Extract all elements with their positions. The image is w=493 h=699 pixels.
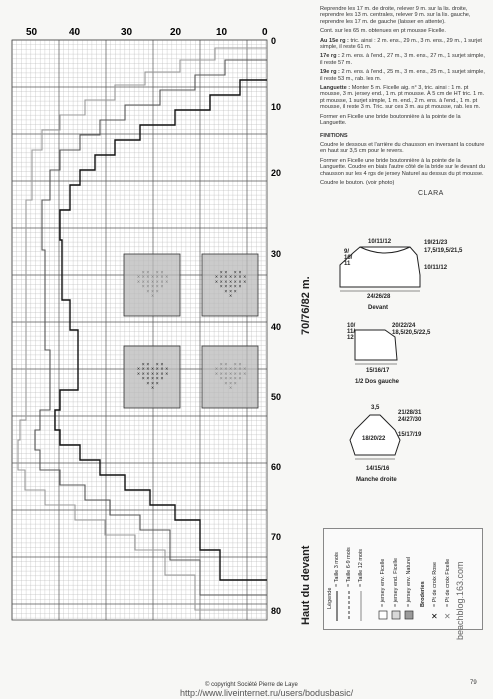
side-number: 20 — [271, 168, 282, 178]
cross-stitch: × — [224, 270, 228, 276]
manche-shape — [350, 415, 400, 455]
cross-stitch: × — [233, 380, 237, 387]
dos-left-measure: 10/ 11/ 12 — [347, 323, 356, 341]
cross-stitch: × — [215, 371, 218, 378]
cross-stitch: × — [151, 371, 155, 378]
cross-stitch: × — [160, 279, 164, 286]
cross-stitch: × — [238, 270, 242, 276]
dos-bottom-measure: 15/16/17 — [366, 368, 390, 374]
finishing-title: FINITIONS — [320, 132, 348, 139]
chart-vertical-title — [300, 25, 310, 625]
legend-item: = Pt de croix Rose — [432, 561, 438, 607]
schematic-diagrams — [325, 225, 485, 515]
instruction-para — [320, 38, 485, 51]
side-number: 30 — [271, 249, 282, 259]
cross-stitch: × — [238, 371, 242, 378]
legend-item: = Taille 3 mois — [334, 552, 340, 587]
instruction-para: Former en Ficelle une bride boutonnière à la pointe de la Languette. Coudre en biais l'autre côté de la bride sur le devant du chausson sur les 4 rgs de jersey Naturel au dessus du pt mousse. — [320, 157, 485, 177]
cross-stitch: × — [229, 380, 233, 387]
cross-stitch: × — [146, 371, 150, 378]
cross-stitch: × — [146, 362, 150, 368]
legend-item: = jersey env. Ficelle — [380, 558, 386, 607]
devant-right-measure-3: 10/11/12 — [424, 265, 448, 271]
cross-stitch: × — [229, 288, 233, 295]
chart-title: Haut du devant — [300, 545, 312, 625]
cross-stitch: × — [243, 279, 247, 286]
dos-label: 1/2 Dos gauche — [355, 379, 400, 385]
cross-stitch: × — [243, 371, 247, 378]
cross-stitch: × — [141, 366, 145, 373]
devant-right-measure-1: 19/21/23 — [424, 240, 448, 246]
side-number: 70 — [271, 532, 282, 542]
side-number: 0 — [271, 36, 277, 46]
cross-stitch: × — [219, 284, 223, 291]
cross-stitch: × — [233, 284, 237, 291]
cross-stitch: × — [155, 362, 159, 368]
cross-stitch: × — [229, 274, 233, 281]
row-label: Languette : — [320, 85, 351, 92]
legend-item: = Pt de croix Ficelle — [445, 558, 451, 607]
cross-stitch: × — [238, 274, 242, 281]
instruction-para — [320, 53, 485, 66]
cross-stitch: × — [219, 371, 223, 378]
cross-stitch: × — [233, 288, 237, 295]
side-number: 40 — [271, 322, 282, 332]
instruction-para: Coudre le dessous et l'arrière du chausson en inversant la couture en haut sur 3,5 cm pour le revers. — [320, 141, 485, 155]
row-text: tric. ainsi : 2 m. ens., 29 m., 3 m. ens., 29 m., 1 surjet simple, il reste 61 m. — [320, 37, 482, 51]
manche-label: Manche droite — [356, 477, 397, 483]
cross-stitch: × — [243, 366, 247, 373]
cross-stitch: × — [155, 284, 159, 291]
cross-stitch: × — [238, 279, 242, 286]
swatch-jersey-env-ficelle — [379, 611, 387, 619]
cross-stitch: × — [224, 288, 228, 295]
cross-stitch: × — [151, 380, 155, 387]
legend-item: = Taille 6-9 mois — [346, 547, 352, 587]
devant-left-measure: 9/ 10/ 11 — [344, 249, 353, 267]
cross-stitch: × — [137, 274, 140, 281]
cross-stitch: × — [146, 279, 150, 286]
cross-stitch: × — [160, 371, 164, 378]
cross-stitch: × — [224, 362, 228, 368]
instructions-text — [320, 6, 485, 189]
cross-stitch: × — [155, 371, 159, 378]
cross-stitch: × — [215, 366, 218, 373]
cross-stitch: × — [151, 274, 155, 281]
manche-top-measure: 3,5 — [371, 405, 380, 411]
site-watermark: beachblog.163.com — [455, 561, 465, 640]
legend-item: Broderies — [420, 581, 426, 607]
cross-stitch: × — [151, 284, 155, 291]
cross-stitch: × — [155, 366, 159, 373]
cross-stitch: × — [233, 279, 237, 286]
legend-item: = jersey end. Ficelle — [393, 557, 399, 607]
cross-stitch: × — [238, 376, 242, 383]
cross-stitch: × — [224, 376, 228, 383]
cross-stitch: × — [219, 274, 223, 281]
cross-stitch: × — [238, 362, 242, 368]
cross-stitch: × — [229, 279, 233, 286]
cross-stitch: × — [233, 274, 237, 281]
cross-stitch: × — [151, 366, 155, 373]
cross-stitch: × — [155, 288, 159, 295]
cross-stitch: × — [219, 362, 223, 368]
cross-stitch: × — [155, 274, 159, 281]
side-number: 60 — [271, 462, 282, 472]
dos-shape — [355, 330, 397, 360]
cross-stitch: × — [160, 270, 164, 276]
cross-stitch: × — [165, 371, 169, 378]
cross-stitch: × — [155, 279, 159, 286]
row-text: Monter 5 m. Ficelle aig. n° 3, tric. ainsi : 1 m. pt mousse, 3 m. jersey end., 1 m. pt mousse. À 5 cm de HT tric. 1 m. pt mousse, 1 surjet simple, 1 m. end., 2 m. ens. à l'end., 1 m. pt mousse, il reste 3 m. Tric. sur ces 3 m. au pt mousse, rab. les m. — [320, 85, 485, 111]
cross-stitch: × — [151, 279, 155, 286]
instruction-para: Cont. sur les 65 m. obtenues en pt mousse Ficelle. — [320, 28, 446, 35]
cross-stitch: × — [160, 362, 164, 368]
cross-stitch: × — [141, 284, 145, 291]
cross-stitch: × — [151, 385, 155, 392]
page-number: 79 — [470, 680, 477, 686]
designer-signature: CLARA — [418, 190, 444, 197]
cross-stitch: × — [224, 274, 228, 281]
cross-stitch: × — [238, 366, 242, 373]
cross-stitch: × — [233, 366, 237, 373]
instruction-para — [320, 85, 485, 111]
cross-stitch: × — [137, 279, 140, 286]
cross-stitch: × — [219, 366, 223, 373]
cross-stitch: × — [160, 376, 164, 383]
cross-rose-symbol: ✕ — [431, 612, 438, 621]
top-number: 0 — [262, 27, 268, 38]
top-number: 30 — [121, 27, 133, 38]
cross-stitch: × — [146, 288, 150, 295]
devant-right-measure-2: 17,5/19,5/21,5 — [424, 248, 463, 254]
cross-stitch: × — [229, 371, 233, 378]
devant-bottom-measure: 24/26/28 — [367, 294, 391, 300]
row-text: 2 m. ens. à l'end., 25 m., 3 m. ens., 25 m., 1 surjet simple, il reste 53 m., rab. les m. — [320, 69, 485, 82]
cross-stitch: × — [151, 288, 155, 295]
cross-stitch: × — [224, 279, 228, 286]
row-label: 19e rg : — [320, 69, 340, 76]
cross-stitch: × — [160, 274, 164, 281]
chart-measure: 70/76/82 m. — [300, 276, 312, 335]
legend-title: Légende — [327, 587, 333, 609]
cross-stitch: × — [219, 270, 223, 276]
cross-stitch: × — [146, 366, 150, 373]
cross-stitch: × — [215, 279, 218, 286]
cross-stitch: × — [141, 279, 145, 286]
top-number: 40 — [69, 27, 81, 38]
devant-top-measure: 10/11/12 — [368, 239, 392, 245]
row-text: 2 m. ens. à l'end., 27 m., 3 m. ens., 27 m., 1 surjet simple, il reste 57 m. — [320, 53, 485, 66]
cross-stitch: × — [229, 366, 233, 373]
top-number: 20 — [170, 27, 182, 38]
swatch-jersey-env-naturel — [405, 611, 413, 619]
top-axis-numbers — [26, 27, 268, 38]
side-number: 80 — [271, 606, 282, 616]
cross-stitch: × — [141, 371, 145, 378]
cross-stitch: × — [165, 366, 169, 373]
top-number: 10 — [216, 27, 228, 38]
cross-stitch: × — [215, 274, 218, 281]
row-label: 17e rg : — [320, 53, 340, 60]
copyright-text: © copyright Société Pierre de Laye — [205, 682, 298, 688]
cross-stitch: × — [137, 366, 140, 373]
instruction-para: Coudre le bouton. (voir photo) — [320, 179, 395, 186]
cross-stitch: × — [146, 284, 150, 291]
cross-stitch: × — [146, 376, 150, 383]
legend-item: = Taille 12 mois — [358, 549, 364, 587]
instruction-para: Reprendre les 17 m. de droite, relever 9 m. sur la lis. droite, reprendre les 13 m. centrales, relever 9 m. sur la lis. gauche, reprendre les 17 m. de gauche (laisser en attente). — [320, 6, 471, 25]
cross-stitch: × — [155, 270, 159, 276]
cross-stitch: × — [160, 284, 164, 291]
dos-top-measure-1: 20/22/24 — [392, 323, 416, 329]
cross-stitch: × — [224, 380, 228, 387]
row-label: Au 15e rg : — [320, 37, 349, 44]
cross-stitch: × — [229, 385, 233, 392]
cross-stitch: × — [151, 376, 155, 383]
cross-stitch: × — [165, 279, 169, 286]
cross-stitch: × — [141, 376, 145, 383]
cross-stitch: × — [229, 284, 233, 291]
top-number: 50 — [26, 27, 38, 38]
cross-stitch: × — [151, 293, 155, 300]
instruction-para — [320, 69, 485, 82]
manche-bottom-measure: 14/15/16 — [366, 466, 390, 472]
swatch-jersey-end-ficelle — [392, 611, 400, 619]
cross-stitch: × — [224, 371, 228, 378]
cross-stitch: × — [137, 371, 140, 378]
cross-stitch: × — [155, 380, 159, 387]
devant-label: Devant — [368, 305, 389, 311]
cross-stitch: × — [146, 380, 150, 387]
cross-stitch: × — [141, 270, 145, 276]
dos-top-measure-2: 18,5/20,5/22,5 — [392, 330, 431, 336]
cross-stitch: × — [238, 284, 242, 291]
cross-stitch: × — [233, 376, 237, 383]
cross-stitch: × — [224, 284, 228, 291]
manche-right-measure-2: 24/27/30 — [398, 417, 422, 423]
cross-stitch: × — [233, 371, 237, 378]
cross-stitch: × — [224, 366, 228, 373]
cross-stitch: × — [141, 274, 145, 281]
cross-stitch: × — [229, 376, 233, 383]
cross-stitch: × — [160, 366, 164, 373]
cross-stitch: × — [141, 362, 145, 368]
manche-right-measure-1: 21/28/31 — [398, 410, 422, 416]
cross-stitch: × — [219, 279, 223, 286]
cross-stitch: × — [233, 270, 237, 276]
manche-middle-measure: 18/20/22 — [362, 436, 386, 442]
legend-item: = jersey env. Naturel — [406, 556, 412, 607]
cross-stitch: × — [229, 293, 233, 300]
side-number: 10 — [271, 102, 282, 112]
cross-stitch: × — [243, 274, 247, 281]
cross-stitch: × — [146, 274, 150, 281]
source-url: http://www.liveinternet.ru/users/bodusbasic/ — [180, 688, 354, 698]
cross-stitch: × — [146, 270, 150, 276]
cross-stitch: × — [233, 362, 237, 368]
cross-stitch: × — [165, 274, 169, 281]
cross-stitch: × — [219, 376, 223, 383]
cross-stitch: × — [155, 376, 159, 383]
instruction-para: Former en Ficelle une bride boutonnière à la pointe de la Languette. — [320, 113, 461, 127]
cross-ficelle-symbol: ✕ — [444, 612, 451, 621]
side-axis-numbers — [271, 36, 281, 616]
manche-right-measure-3: 15/17/19 — [398, 432, 422, 438]
side-number: 50 — [271, 392, 282, 402]
